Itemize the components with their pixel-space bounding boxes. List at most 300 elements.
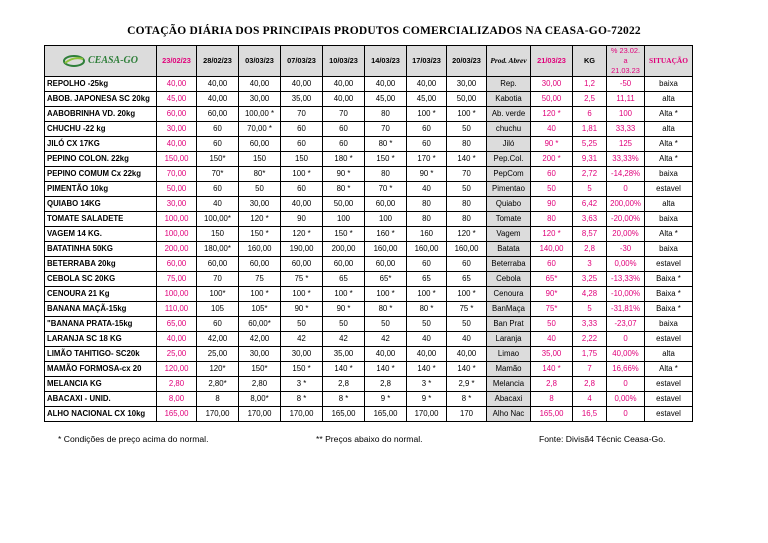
table-cell: -14,28% — [607, 167, 645, 182]
table-cell: 2,9 * — [447, 377, 487, 392]
table-row — [45, 227, 693, 242]
table-cell: 70 — [281, 107, 323, 122]
table-cell: 75 * — [447, 302, 487, 317]
table-cell: 170,00 — [281, 407, 323, 422]
note-below-normal: ** Preços abaixo do normal. — [316, 434, 423, 444]
table-cell: 2,8 — [323, 377, 365, 392]
situation-cell: estavel — [645, 182, 693, 197]
table-cell: 100 * — [239, 287, 281, 302]
table-row — [45, 107, 693, 122]
table-cell: 80 — [447, 212, 487, 227]
table-cell: 50 — [447, 182, 487, 197]
table-row — [45, 122, 693, 137]
table-cell: 45,00 — [407, 92, 447, 107]
logo-cell — [45, 46, 157, 77]
table-cell: 8 — [531, 392, 573, 407]
table-cell: 2,5 — [573, 92, 607, 107]
table-cell: 3 — [573, 257, 607, 272]
table-cell: 60 — [281, 182, 323, 197]
product-name-cell: BANANA MAÇÃ-15kg — [45, 302, 157, 317]
table-cell: Quiabo — [487, 197, 531, 212]
table-cell: 75 — [239, 272, 281, 287]
table-cell: 65* — [365, 272, 407, 287]
table-cell: 25,00 — [197, 347, 239, 362]
table-cell: 140 * — [407, 362, 447, 377]
table-cell: Tomate — [487, 212, 531, 227]
table-cell: 80 — [365, 167, 407, 182]
table-cell: 40,00 — [239, 77, 281, 92]
table-cell: 165,00 — [323, 407, 365, 422]
table-cell: 65* — [531, 272, 573, 287]
situation-cell: Baixa * — [645, 272, 693, 287]
table-cell: 8 * — [281, 392, 323, 407]
table-cell: 40 — [531, 122, 573, 137]
table-cell: 33,33 — [607, 122, 645, 137]
table-cell: 60,00 — [365, 257, 407, 272]
table-row — [45, 167, 693, 182]
product-name-cell: PEPINO COLON. 22kg — [45, 152, 157, 167]
table-cell: Vagem — [487, 227, 531, 242]
table-cell: 16,5 — [573, 407, 607, 422]
table-cell: 60,00 — [281, 257, 323, 272]
table-cell: Mamão — [487, 362, 531, 377]
table-cell: 75* — [531, 302, 573, 317]
header-date-3: 03/03/23 — [239, 46, 281, 77]
table-cell: 50,00 — [447, 92, 487, 107]
table-cell: 200,00 — [157, 242, 197, 257]
table-cell: 120 * — [531, 107, 573, 122]
header-date-7: 17/03/23 — [407, 46, 447, 77]
table-row — [45, 302, 693, 317]
table-cell: 2,8 — [573, 377, 607, 392]
table-cell: 60,00 — [197, 107, 239, 122]
table-cell: 0 — [607, 332, 645, 347]
table-cell: 70 * — [365, 182, 407, 197]
table-cell: 70 — [323, 107, 365, 122]
table-row — [45, 182, 693, 197]
table-row — [45, 272, 693, 287]
table-cell: 150* — [239, 362, 281, 377]
table-cell: 100,00 — [157, 212, 197, 227]
table-cell: 60 — [407, 122, 447, 137]
logo-text: CEASA-GO — [87, 55, 138, 66]
table-cell: 60,00 — [157, 257, 197, 272]
table-cell: 150,00 — [157, 152, 197, 167]
table-cell: 1,81 — [573, 122, 607, 137]
table-cell: Laranja — [487, 332, 531, 347]
table-cell: 120* — [197, 362, 239, 377]
table-cell: 33,33% — [607, 152, 645, 167]
table-cell: 70 — [197, 272, 239, 287]
table-cell: 65 — [407, 272, 447, 287]
table-cell: 2,8 — [531, 377, 573, 392]
table-cell: 42 — [323, 332, 365, 347]
situation-cell: baixa — [645, 242, 693, 257]
table-cell: 35,00 — [323, 347, 365, 362]
table-cell: Pep.Col. — [487, 152, 531, 167]
table-cell: 40 — [531, 332, 573, 347]
table-cell: Alho Nac — [487, 407, 531, 422]
table-cell: 0 — [607, 407, 645, 422]
table-cell: 45,00 — [365, 92, 407, 107]
table-cell: 100,00 * — [239, 107, 281, 122]
table-cell: 105* — [239, 302, 281, 317]
situation-cell: alta — [645, 92, 693, 107]
table-cell: 120 * — [531, 227, 573, 242]
table-cell: 140 * — [531, 362, 573, 377]
table-cell: 40,00 — [407, 347, 447, 362]
table-cell: 2,22 — [573, 332, 607, 347]
table-cell: 75 * — [281, 272, 323, 287]
table-cell: Batata — [487, 242, 531, 257]
table-cell: 90 * — [407, 167, 447, 182]
table-cell: 35,00 — [281, 92, 323, 107]
table-row — [45, 77, 693, 92]
table-cell: 120 * — [239, 212, 281, 227]
table-cell: 60 — [531, 167, 573, 182]
table-cell: 35,00 — [531, 347, 573, 362]
table-cell: -13,33% — [607, 272, 645, 287]
table-cell: 100 * — [447, 287, 487, 302]
table-cell: 100 * — [323, 287, 365, 302]
table-row — [45, 197, 693, 212]
table-cell: 25,00 — [157, 347, 197, 362]
product-name-cell: LIMÃO TAHITIGO- SC20k — [45, 347, 157, 362]
table-cell: 80 — [365, 107, 407, 122]
table-cell: 165,00 — [365, 407, 407, 422]
situation-cell: baixa — [645, 317, 693, 332]
table-cell: 40,00 — [281, 77, 323, 92]
table-cell: 80 * — [323, 182, 365, 197]
table-cell: Rep. — [487, 77, 531, 92]
table-cell: 90 * — [281, 302, 323, 317]
table-cell: 190,00 — [281, 242, 323, 257]
table-cell: 100 — [607, 107, 645, 122]
table-cell: 30,00 — [157, 197, 197, 212]
table-cell: 170 — [447, 407, 487, 422]
product-name-cell: TOMATE SALADETE — [45, 212, 157, 227]
situation-cell: estavel — [645, 257, 693, 272]
table-cell: 90 * — [531, 137, 573, 152]
table-cell: 60,00 — [323, 257, 365, 272]
table-cell: Beterraba — [487, 257, 531, 272]
table-cell: 150* — [197, 152, 239, 167]
table-cell: 80 — [531, 212, 573, 227]
table-cell: 150 — [281, 152, 323, 167]
table-cell: 100,00 — [157, 227, 197, 242]
table-cell: 160,00 — [407, 242, 447, 257]
table-cell: 40,00 — [323, 92, 365, 107]
table-cell: 30,00 — [531, 77, 573, 92]
table-cell: 90 — [281, 212, 323, 227]
table-row — [45, 407, 693, 422]
header-date-1: 23/02/23 — [157, 46, 197, 77]
table-cell: 100 * — [281, 167, 323, 182]
header-variation: % 23.02. a 21.03.23 — [607, 46, 645, 77]
table-cell: 100 — [365, 212, 407, 227]
situation-cell: estavel — [645, 377, 693, 392]
table-cell: 11,11 — [607, 92, 645, 107]
table-cell: 60 — [447, 257, 487, 272]
table-cell: 3 * — [281, 377, 323, 392]
table-cell: 50 — [281, 317, 323, 332]
table-cell: 140 * — [365, 362, 407, 377]
situation-cell: Alta * — [645, 152, 693, 167]
table-cell: 42 — [365, 332, 407, 347]
table-cell: 100 * — [407, 107, 447, 122]
table-cell: 2,72 — [573, 167, 607, 182]
product-name-cell: ABACAXI - UNID. — [45, 392, 157, 407]
table-cell: 60 — [531, 257, 573, 272]
situation-cell: Alta * — [645, 107, 693, 122]
table-cell: 50,00 — [157, 182, 197, 197]
table-cell: 80 — [447, 137, 487, 152]
header-situation: SITUAÇÃO — [645, 46, 693, 77]
table-cell: 60 — [197, 182, 239, 197]
table-cell: 60 — [281, 137, 323, 152]
table-cell: 1,75 — [573, 347, 607, 362]
table-cell: 120 * — [447, 227, 487, 242]
table-cell: 50 — [531, 182, 573, 197]
table-cell: 3,33 — [573, 317, 607, 332]
product-name-cell: CHUCHU -22 kg — [45, 122, 157, 137]
situation-cell: Alta * — [645, 362, 693, 377]
table-cell: 125 — [607, 137, 645, 152]
table-cell: 80 — [407, 197, 447, 212]
table-cell: 165,00 — [531, 407, 573, 422]
situation-cell: alta — [645, 197, 693, 212]
table-cell: 150 * — [239, 227, 281, 242]
table-cell: 50,00 — [323, 197, 365, 212]
table-cell: 100,00 — [157, 287, 197, 302]
header-date-2: 28/02/23 — [197, 46, 239, 77]
table-cell: 65 — [323, 272, 365, 287]
product-name-cell: PEPINO COMUM Cx 22kg — [45, 167, 157, 182]
table-cell: 150 * — [323, 227, 365, 242]
table-cell: 170,00 — [407, 407, 447, 422]
table-cell: Abacaxi — [487, 392, 531, 407]
product-name-cell: VAGEM 14 KG. — [45, 227, 157, 242]
table-cell: 50 — [447, 122, 487, 137]
note-source: Fonte: Divisã4 Técnic Ceasa-Go. — [539, 434, 666, 444]
table-cell: 9 * — [365, 392, 407, 407]
table-cell: 8,57 — [573, 227, 607, 242]
table-cell: 80 * — [365, 302, 407, 317]
table-cell: 170,00 — [239, 407, 281, 422]
table-cell: 100 * — [365, 287, 407, 302]
table-cell: 60,00 — [239, 257, 281, 272]
table-cell: 180,00* — [197, 242, 239, 257]
situation-cell: baixa — [645, 77, 693, 92]
table-row — [45, 347, 693, 362]
product-name-cell: ALHO NACIONAL CX 10kg — [45, 407, 157, 422]
table-cell: 40 — [407, 182, 447, 197]
table-row — [45, 332, 693, 347]
table-cell: 8,00 — [157, 392, 197, 407]
table-cell: 160 — [407, 227, 447, 242]
table-cell: 0 — [607, 182, 645, 197]
table-cell: Limao — [487, 347, 531, 362]
table-cell: 100 — [323, 212, 365, 227]
product-name-cell: CEBOLA SC 20KG — [45, 272, 157, 287]
product-name-cell: MAMÃO FORMOSA-cx 20 — [45, 362, 157, 377]
table-cell: 140 * — [447, 152, 487, 167]
table-cell: 40,00 — [447, 347, 487, 362]
situation-cell: baixa — [645, 212, 693, 227]
table-cell: 50 — [447, 317, 487, 332]
table-cell: 150 * — [281, 362, 323, 377]
header-date-6: 14/03/23 — [365, 46, 407, 77]
table-cell: 40 — [447, 332, 487, 347]
table-cell: 70,00 * — [239, 122, 281, 137]
table-cell: 20,00% — [607, 227, 645, 242]
header-date-4: 07/03/23 — [281, 46, 323, 77]
table-cell: 40,00 — [323, 77, 365, 92]
table-row — [45, 392, 693, 407]
header-date-current: 21/03/23 — [531, 46, 573, 77]
table-cell: 50 — [531, 317, 573, 332]
table-cell: 70,00 — [157, 167, 197, 182]
table-cell: 50 — [239, 182, 281, 197]
table-cell: 70* — [197, 167, 239, 182]
table-cell: -30 — [607, 242, 645, 257]
table-cell: 8 * — [323, 392, 365, 407]
table-cell: Jiló — [487, 137, 531, 152]
table-cell: 2,80 — [239, 377, 281, 392]
product-name-cell: QUIABO 14KG — [45, 197, 157, 212]
table-cell: 160,00 — [365, 242, 407, 257]
product-name-cell: ABOB. JAPONESA SC 20kg — [45, 92, 157, 107]
table-cell: 150 * — [365, 152, 407, 167]
table-row — [45, 377, 693, 392]
table-cell: 200 * — [531, 152, 573, 167]
table-cell: 80 * — [365, 137, 407, 152]
table-cell: 50 — [323, 317, 365, 332]
table-cell: 90 * — [323, 167, 365, 182]
table-cell: 8 * — [447, 392, 487, 407]
table-cell: 40,00 — [157, 137, 197, 152]
header-kg: KG — [573, 46, 607, 77]
product-name-cell: BETERRABA 20kg — [45, 257, 157, 272]
table-cell: 45,00 — [157, 92, 197, 107]
table-cell: 160,00 — [447, 242, 487, 257]
table-cell: 200,00% — [607, 197, 645, 212]
table-cell: 50,00 — [531, 92, 573, 107]
table-cell: 42,00 — [239, 332, 281, 347]
table-cell: -50 — [607, 77, 645, 92]
table-cell: 80 — [407, 212, 447, 227]
table-cell: 6,42 — [573, 197, 607, 212]
table-cell: 60,00 — [157, 107, 197, 122]
table-cell: 140 * — [447, 362, 487, 377]
situation-cell: Baixa * — [645, 302, 693, 317]
situation-cell: estavel — [645, 392, 693, 407]
table-cell: 40,00 — [281, 197, 323, 212]
table-cell: 100,00* — [197, 212, 239, 227]
table-cell: 75,00 — [157, 272, 197, 287]
table-cell: 9 * — [407, 392, 447, 407]
table-cell: 80* — [239, 167, 281, 182]
table-cell: 70 — [447, 167, 487, 182]
product-name-cell: CENOURA 21 Kg — [45, 287, 157, 302]
price-table — [44, 45, 693, 422]
table-cell: 60 — [281, 122, 323, 137]
situation-cell: estavel — [645, 332, 693, 347]
table-cell: 8,00* — [239, 392, 281, 407]
table-cell: 60 — [197, 317, 239, 332]
note-above-normal: * Condições de preço acima do normal. — [58, 434, 209, 444]
table-cell: 60 — [197, 137, 239, 152]
table-cell: 8 — [197, 392, 239, 407]
table-cell: 100 * — [407, 287, 447, 302]
table-cell: 100 * — [447, 107, 487, 122]
situation-cell: estavel — [645, 407, 693, 422]
table-row — [45, 152, 693, 167]
page-title: COTAÇÃO DIÁRIA DOS PRINCIPAIS PRODUTOS COMERCIALIZADOS NA CEASA-GO-72022 — [127, 25, 641, 37]
table-cell: 3,25 — [573, 272, 607, 287]
table-cell: 60,00* — [239, 317, 281, 332]
table-cell: 100 * — [281, 287, 323, 302]
header-prod-abrev: Prod. Abrev — [487, 46, 531, 77]
table-cell: 40,00 — [365, 77, 407, 92]
table-cell: 40,00 — [157, 77, 197, 92]
table-cell: 90 * — [323, 302, 365, 317]
table-cell: 60 — [197, 122, 239, 137]
table-cell: 60,00 — [365, 197, 407, 212]
table-cell: 2,80 — [157, 377, 197, 392]
table-cell: 60 — [407, 137, 447, 152]
table-cell: 40,00 — [365, 347, 407, 362]
table-cell: 60 — [407, 257, 447, 272]
table-cell: -20,00% — [607, 212, 645, 227]
table-cell: 5 — [573, 182, 607, 197]
table-row — [45, 287, 693, 302]
table-cell: 180 * — [323, 152, 365, 167]
table-cell: PepCom — [487, 167, 531, 182]
table-row — [45, 92, 693, 107]
table-cell: 40,00 — [197, 92, 239, 107]
product-name-cell: JILÓ CX 17KG — [45, 137, 157, 152]
situation-cell: Alta * — [645, 137, 693, 152]
table-cell: 170,00 — [197, 407, 239, 422]
table-cell: 7 — [573, 362, 607, 377]
table-cell: 60,00 — [197, 257, 239, 272]
table-cell: Kabotia — [487, 92, 531, 107]
table-cell: 0,00% — [607, 392, 645, 407]
table-cell: 150 — [197, 227, 239, 242]
table-row — [45, 137, 693, 152]
table-cell: 5,25 — [573, 137, 607, 152]
table-cell: 170 * — [407, 152, 447, 167]
table-cell: 140 * — [323, 362, 365, 377]
table-cell: 90 — [531, 197, 573, 212]
table-cell: 80 * — [407, 302, 447, 317]
situation-cell: alta — [645, 122, 693, 137]
table-cell: 1,2 — [573, 77, 607, 92]
product-name-cell: REPOLHO -25kg — [45, 77, 157, 92]
table-cell: Ban Prat — [487, 317, 531, 332]
situation-cell: Alta * — [645, 227, 693, 242]
table-cell: 42,00 — [197, 332, 239, 347]
table-cell: 30,00 — [281, 347, 323, 362]
table-cell: 90* — [531, 287, 573, 302]
table-cell: 160 * — [365, 227, 407, 242]
table-cell: 120,00 — [157, 362, 197, 377]
table-row — [45, 212, 693, 227]
table-cell: 70 — [365, 122, 407, 137]
table-cell: 40,00 — [407, 77, 447, 92]
table-cell: 105 — [197, 302, 239, 317]
